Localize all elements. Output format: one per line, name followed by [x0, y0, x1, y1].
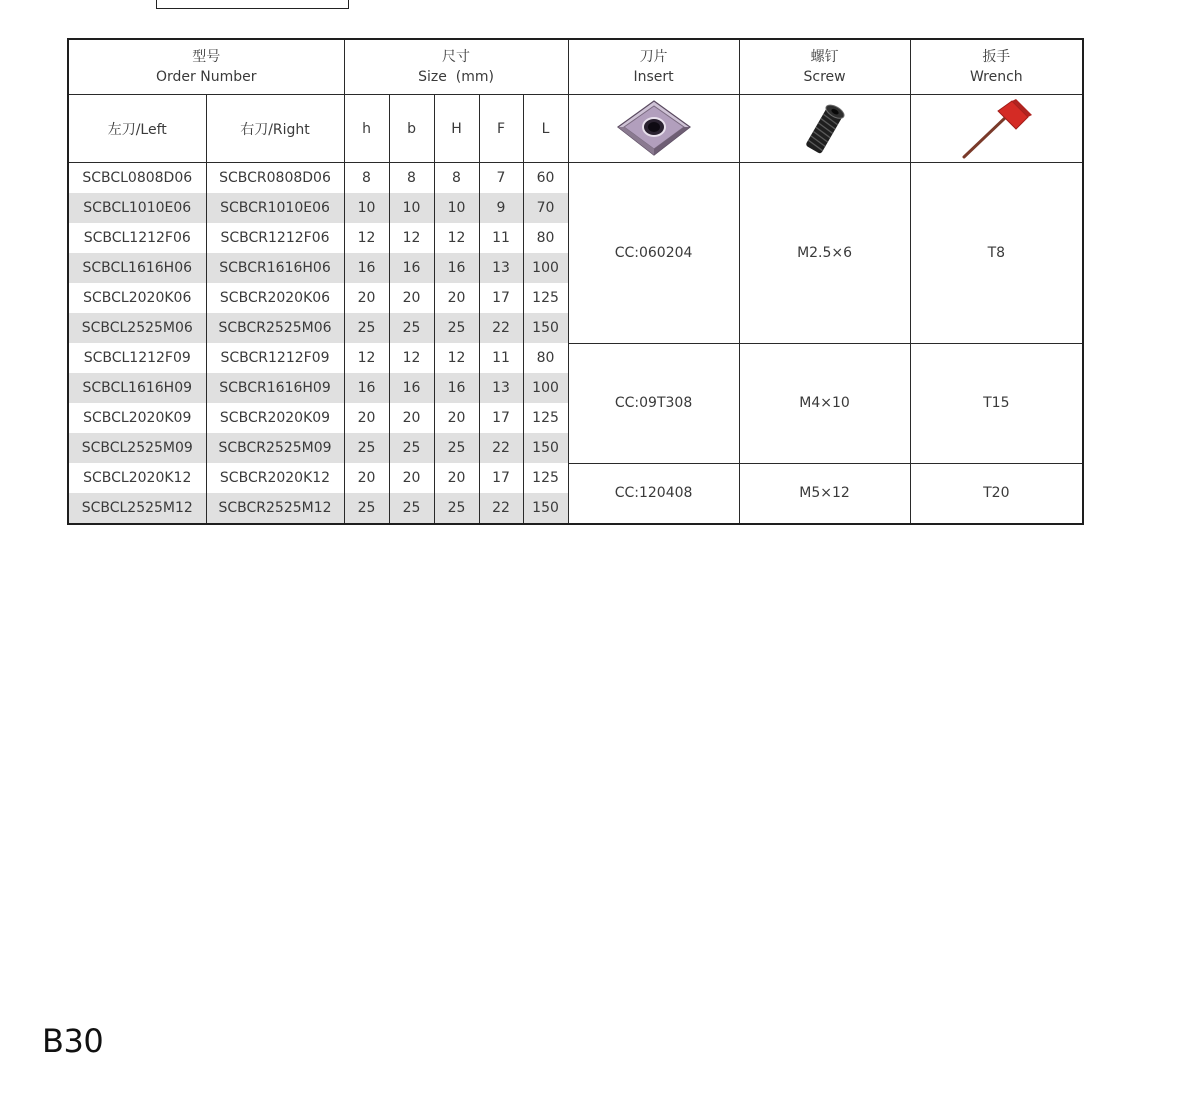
table-row — [68, 463, 1083, 493]
dim-H-cell: 20 — [434, 283, 479, 313]
dim-L-cell: 125 — [523, 463, 568, 493]
right-hand-header: 右刀/Right — [206, 95, 344, 163]
right-order-number-cell: SCBCR1616H06 — [206, 253, 344, 283]
screw-header-en: Screw — [803, 69, 846, 85]
left-order-number-cell: SCBCL1616H06 — [68, 253, 206, 283]
dim-b-cell: 25 — [389, 313, 434, 343]
page-number-label: B30 — [42, 1022, 104, 1060]
table-row — [68, 163, 1083, 194]
dim-b-cell: 20 — [389, 403, 434, 433]
left-order-number-cell: SCBCL2020K09 — [68, 403, 206, 433]
insert-code-cell: CC:120408 — [568, 463, 739, 524]
right-order-number-cell: SCBCR1212F06 — [206, 223, 344, 253]
left-order-number-cell: SCBCL2525M12 — [68, 493, 206, 524]
dim-F-header: F — [479, 95, 523, 163]
wrench-header-cn: 扳手 — [982, 49, 1011, 65]
torx-screw-icon — [785, 97, 865, 161]
screw-image-cell — [739, 95, 910, 163]
dim-H-cell: 16 — [434, 373, 479, 403]
size-header-en: Size (mm) — [418, 69, 494, 85]
dim-H-cell: 16 — [434, 253, 479, 283]
dim-H-cell: 20 — [434, 403, 479, 433]
order-number-header-cn: 型号 — [192, 49, 221, 65]
table-body — [68, 163, 1083, 525]
wrench-code-cell: T20 — [910, 463, 1083, 524]
insert-code-cell: CC:060204 — [568, 163, 739, 344]
dim-L-cell: 80 — [523, 343, 568, 373]
wrench-header — [910, 39, 1083, 95]
dim-F-cell: 17 — [479, 403, 523, 433]
dim-F-cell: 22 — [479, 433, 523, 463]
insert-code-cell: CC:09T308 — [568, 343, 739, 463]
right-order-number-cell: SCBCR2525M09 — [206, 433, 344, 463]
dim-h-cell: 20 — [344, 463, 389, 493]
spec-table — [67, 38, 1084, 525]
wrench-image-cell — [910, 95, 1083, 163]
insert-header-cn: 刀片 — [639, 49, 668, 65]
dim-h-cell: 10 — [344, 193, 389, 223]
left-order-number-cell: SCBCL1212F06 — [68, 223, 206, 253]
left-order-number-cell: SCBCL1010E06 — [68, 193, 206, 223]
header-row-titles — [68, 39, 1083, 95]
order-number-header — [68, 39, 344, 95]
dim-F-cell: 17 — [479, 283, 523, 313]
dim-b-cell: 12 — [389, 223, 434, 253]
dim-H-cell: 12 — [434, 223, 479, 253]
insert-image-cell — [568, 95, 739, 163]
right-order-number-cell: SCBCR2525M12 — [206, 493, 344, 524]
dim-F-cell: 13 — [479, 253, 523, 283]
screw-header — [739, 39, 910, 95]
dim-H-cell: 8 — [434, 163, 479, 194]
dim-F-cell: 11 — [479, 343, 523, 373]
dim-H-cell: 10 — [434, 193, 479, 223]
wrench-code-cell: T8 — [910, 163, 1083, 344]
dim-b-cell: 10 — [389, 193, 434, 223]
right-order-number-cell: SCBCR1010E06 — [206, 193, 344, 223]
right-order-number-cell: SCBCR2020K09 — [206, 403, 344, 433]
dim-b-cell: 25 — [389, 493, 434, 524]
left-order-number-cell: SCBCL2525M06 — [68, 313, 206, 343]
size-header — [344, 39, 568, 95]
dim-h-cell: 16 — [344, 253, 389, 283]
wrench-header-en: Wrench — [969, 69, 1023, 85]
left-hand-header: 左刀/Left — [68, 95, 206, 163]
screw-code-cell: M5×12 — [739, 463, 910, 524]
left-order-number-cell: SCBCL2020K12 — [68, 463, 206, 493]
top-frame-box — [156, 0, 349, 9]
dim-b-cell: 16 — [389, 373, 434, 403]
left-order-number-cell: SCBCL0808D06 — [68, 163, 206, 194]
left-order-number-cell: SCBCL2525M09 — [68, 433, 206, 463]
screw-code-cell: M2.5×6 — [739, 163, 910, 344]
dim-L-cell: 150 — [523, 313, 568, 343]
dim-F-cell: 7 — [479, 163, 523, 194]
dim-F-cell: 13 — [479, 373, 523, 403]
dim-L-cell: 80 — [523, 223, 568, 253]
dim-h-cell: 25 — [344, 493, 389, 524]
right-order-number-cell: SCBCR2020K12 — [206, 463, 344, 493]
dim-h-cell: 12 — [344, 223, 389, 253]
screw-code-cell: M4×10 — [739, 343, 910, 463]
dim-L-cell: 125 — [523, 403, 568, 433]
carbide-insert-icon — [614, 97, 694, 161]
right-order-number-cell: SCBCR0808D06 — [206, 163, 344, 194]
dim-H-cell: 20 — [434, 463, 479, 493]
dim-H-cell: 25 — [434, 313, 479, 343]
dim-b-cell: 12 — [389, 343, 434, 373]
dim-F-cell: 17 — [479, 463, 523, 493]
dim-b-cell: 20 — [389, 283, 434, 313]
dim-H-header: H — [434, 95, 479, 163]
dim-L-cell: 150 — [523, 493, 568, 524]
dim-L-cell: 70 — [523, 193, 568, 223]
table-row — [68, 343, 1083, 373]
order-number-header-en: Order Number — [156, 69, 257, 85]
dim-F-cell: 9 — [479, 193, 523, 223]
dim-h-cell: 25 — [344, 433, 389, 463]
left-order-number-cell: SCBCL1616H09 — [68, 373, 206, 403]
size-header-cn: 尺寸 — [442, 49, 471, 65]
right-order-number-cell: SCBCR1616H09 — [206, 373, 344, 403]
dim-h-header: h — [344, 95, 389, 163]
left-order-number-cell: SCBCL1212F09 — [68, 343, 206, 373]
dim-H-cell: 12 — [434, 343, 479, 373]
dim-b-cell: 25 — [389, 433, 434, 463]
dim-L-cell: 60 — [523, 163, 568, 194]
dim-b-header: b — [389, 95, 434, 163]
dim-L-cell: 150 — [523, 433, 568, 463]
insert-header-en: Insert — [633, 69, 674, 85]
right-order-number-cell: SCBCR1212F09 — [206, 343, 344, 373]
left-order-number-cell: SCBCL2020K06 — [68, 283, 206, 313]
dim-b-cell: 20 — [389, 463, 434, 493]
screw-header-cn: 螺钉 — [810, 49, 839, 65]
dim-h-cell: 16 — [344, 373, 389, 403]
dim-h-cell: 25 — [344, 313, 389, 343]
header-row-subtitles — [68, 95, 1083, 163]
right-order-number-cell: SCBCR2525M06 — [206, 313, 344, 343]
dim-L-header: L — [523, 95, 568, 163]
dim-H-cell: 25 — [434, 433, 479, 463]
insert-header — [568, 39, 739, 95]
dim-h-cell: 12 — [344, 343, 389, 373]
dim-F-cell: 22 — [479, 493, 523, 524]
dim-b-cell: 16 — [389, 253, 434, 283]
dim-h-cell: 20 — [344, 283, 389, 313]
dim-L-cell: 125 — [523, 283, 568, 313]
dim-F-cell: 11 — [479, 223, 523, 253]
dim-L-cell: 100 — [523, 253, 568, 283]
wrench-code-cell: T15 — [910, 343, 1083, 463]
dim-F-cell: 22 — [479, 313, 523, 343]
dim-h-cell: 8 — [344, 163, 389, 194]
dim-L-cell: 100 — [523, 373, 568, 403]
dim-H-cell: 25 — [434, 493, 479, 524]
torx-wrench-icon — [956, 97, 1036, 161]
dim-b-cell: 8 — [389, 163, 434, 194]
right-order-number-cell: SCBCR2020K06 — [206, 283, 344, 313]
dim-h-cell: 20 — [344, 403, 389, 433]
